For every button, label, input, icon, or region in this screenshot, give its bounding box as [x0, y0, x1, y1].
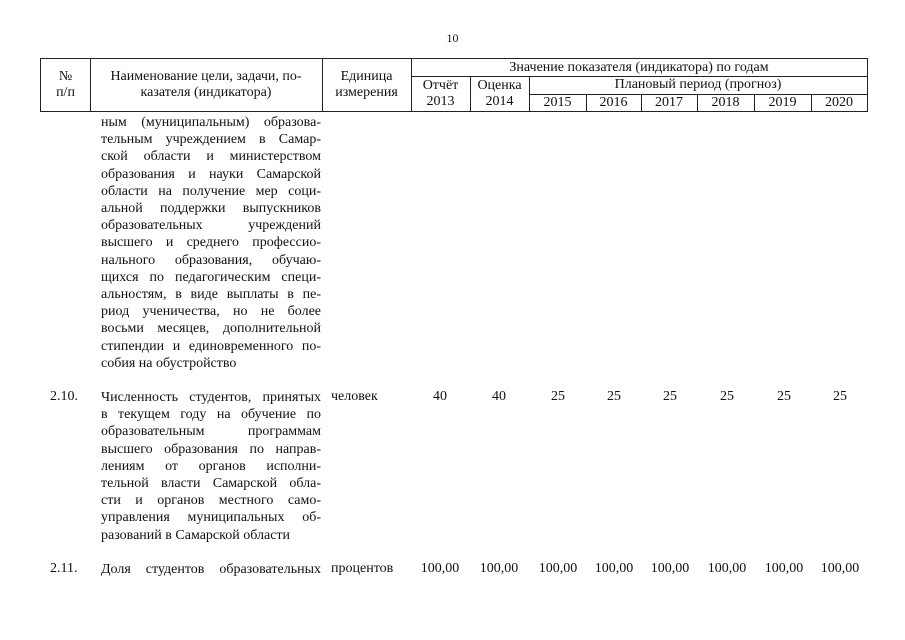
row-unit: человек [331, 389, 378, 404]
text-line: высшего образования по направ- [101, 441, 321, 457]
text-line: управления муниципальных об- [101, 510, 321, 526]
row-unit: процентов [331, 561, 394, 576]
text-line: образования и науки Самарской [101, 166, 321, 182]
header-col-unit [322, 59, 411, 111]
text-line: лениям от органов исполни- [101, 458, 321, 474]
header-col-unit-line1: Единица [340, 69, 393, 84]
value-2020: 100,00 [820, 561, 860, 576]
value-2014: 100,00 [479, 561, 519, 576]
value-2018: 100,00 [707, 561, 747, 576]
header-col-number-line2: п/п [56, 85, 75, 100]
header-year-2017: 2017 [655, 94, 683, 110]
header-col-number-line1: № [58, 69, 73, 84]
row-indicator-text [101, 389, 321, 544]
text-line: области на получение мер соци- [101, 183, 321, 199]
text-line: щихся по педагогическим специ- [101, 269, 321, 285]
value-2016: 100,00 [594, 561, 634, 576]
header-report-label: Отчёт [422, 77, 459, 93]
header-col-unit-line2: измерения [335, 85, 398, 100]
value-2019: 25 [777, 389, 791, 404]
header-report [411, 76, 470, 111]
header-report-year: 2013 [426, 93, 455, 109]
row-continuation-text [101, 114, 321, 372]
header-year-2015: 2015 [543, 94, 572, 110]
text-line: альной поддержки выпускников [101, 201, 321, 217]
value-2015: 100,00 [538, 561, 578, 576]
header-year-2018: 2018 [711, 94, 740, 110]
header-col-name-line2: казателя (индикатора) [140, 85, 272, 100]
header-estimate-year: 2014 [485, 93, 514, 109]
header-plan-group: Плановый период (прогноз) [614, 77, 782, 92]
text-line: в текущем году на обучение по [101, 407, 321, 423]
header-col-name-line1: Наименование цели, задачи, по- [110, 69, 302, 84]
value-2015: 25 [551, 389, 565, 404]
header-estimate [470, 76, 529, 111]
text-line: собия на обустройство [101, 355, 237, 371]
row-indicator-text [101, 561, 321, 578]
row-number: 2.11. [50, 561, 78, 576]
header-col-number [41, 59, 90, 111]
value-2013: 40 [433, 389, 447, 404]
text-line: восьми месяцев, дополнительной [101, 321, 321, 337]
text-line: ным (муниципальным) образова- [101, 115, 321, 130]
value-2013: 100,00 [420, 561, 460, 576]
header-col-name [90, 59, 322, 111]
text-line: сти и органов местного само- [101, 493, 321, 509]
table-header [40, 58, 868, 112]
header-year-2020: 2020 [825, 94, 853, 110]
text-line: нального образования, обучаю- [101, 252, 321, 268]
value-2019: 100,00 [764, 561, 804, 576]
value-2017: 100,00 [650, 561, 690, 576]
text-line: альностям, в виде выплаты в пе- [101, 287, 321, 303]
text-line: образовательных учреждений [101, 218, 321, 234]
text-line: образовательным программам [101, 424, 321, 440]
value-2017: 25 [663, 389, 677, 404]
header-year-2019: 2019 [768, 94, 797, 110]
text-line: Численность студентов, принятых [101, 390, 321, 405]
value-2018: 25 [720, 389, 734, 404]
text-line: тельным учреждением в Самар- [101, 132, 321, 148]
text-line: тельной власти Самарской обла- [101, 476, 321, 492]
row-number: 2.10. [50, 389, 78, 404]
text-line: стипендии и единовременного по- [101, 338, 321, 354]
text-line: риод ученичества, но не более [101, 304, 321, 320]
header-year-2016: 2016 [599, 94, 628, 110]
text-line: Доля студентов образовательных [101, 562, 321, 577]
value-2016: 25 [607, 389, 621, 404]
page-number: 10 [446, 31, 459, 45]
header-values-group: Значение показателя (индикатора) по годам [509, 59, 769, 75]
value-2014: 40 [492, 389, 506, 404]
text-line: ской области и министерством [101, 149, 321, 165]
text-line: разований в Самарской области [101, 527, 291, 543]
value-2020: 25 [833, 389, 847, 404]
header-estimate-label: Оценка [477, 77, 522, 93]
text-line: высшего и среднего профессио- [101, 235, 321, 251]
